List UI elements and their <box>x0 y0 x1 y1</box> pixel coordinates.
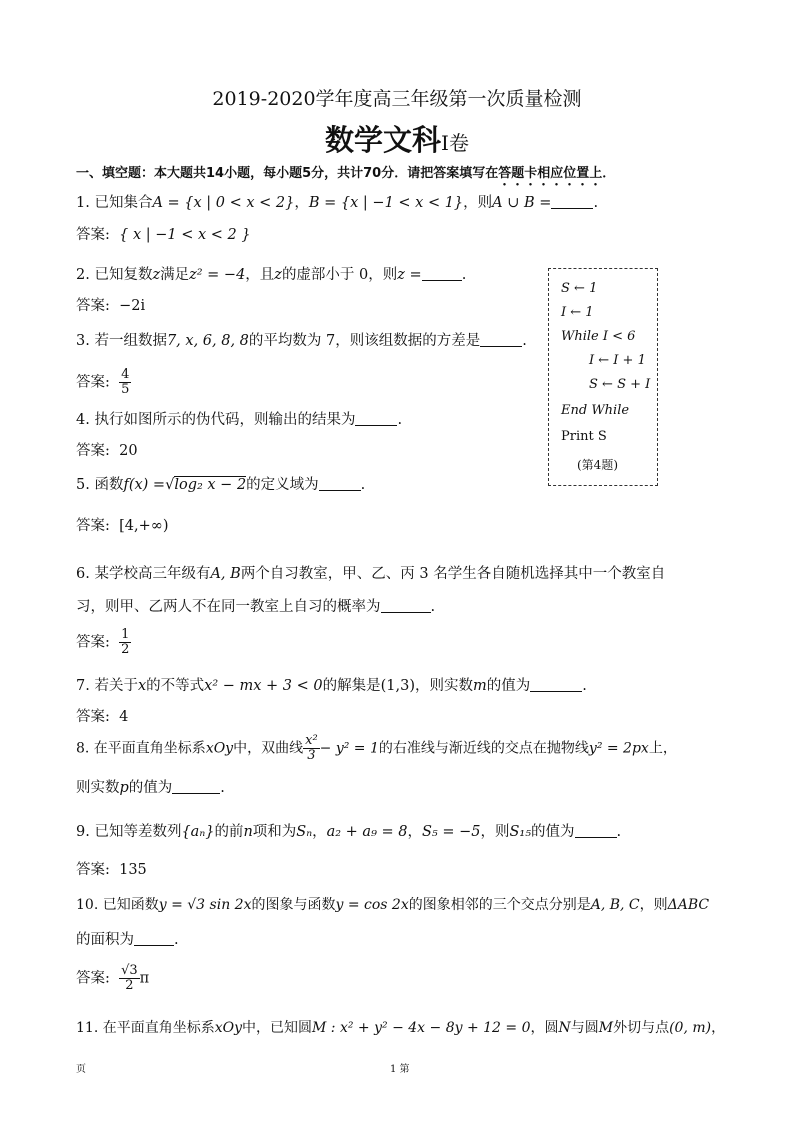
answer-value: 135 <box>119 862 147 878</box>
q9-var: n <box>243 824 253 840</box>
q9-math-e: S₁₅ <box>509 824 532 840</box>
q8-math-b: − y² = 1 <box>319 740 379 757</box>
answer-label: 答案: <box>76 518 110 534</box>
q7-var2: m <box>473 678 487 694</box>
q11-text-c: ，圆 <box>530 1020 559 1036</box>
q1-math-c: A ∪ B = <box>492 195 552 211</box>
fraction-denominator: 2 <box>121 642 130 657</box>
question-10-line-1 <box>76 895 709 915</box>
answer-fraction <box>119 368 131 397</box>
answer-1 <box>76 225 251 245</box>
volume-label: I卷 <box>441 131 469 155</box>
answer-2 <box>76 296 145 316</box>
q10-math-b: y = cos 2x <box>335 897 409 913</box>
answer-label: 答案: <box>76 227 110 243</box>
q8-line2-a: 则实数 <box>76 780 120 796</box>
section-heading-end: ． <box>602 166 616 181</box>
exam-subtitle <box>0 118 794 159</box>
question-2 <box>76 265 466 285</box>
q2-var: z <box>152 267 161 283</box>
section-heading-text: 一、填空题：本大题共14小题，每小题5分，共计70分．请把答案填写在 <box>76 166 499 181</box>
code-line-7: Print S <box>561 429 607 444</box>
q7-var: x <box>137 678 147 694</box>
answer-blank <box>575 823 617 838</box>
q1-text-b: ，则 <box>463 195 493 211</box>
question-4 <box>76 410 402 430</box>
q7-math: x² − mx + 3 < 0 <box>204 678 323 694</box>
q1-end: . <box>593 195 599 211</box>
answer-label: 答案: <box>76 443 110 459</box>
q10-line2: 的面积为 <box>76 932 134 948</box>
code-line-6: End While <box>561 403 630 418</box>
question-8-line-1 <box>76 734 677 763</box>
q3-text-b: 的平均数为 7，则该组数据的方差是 <box>248 333 481 349</box>
q6-math: A, B <box>210 566 241 582</box>
q6-line1-b: 两个自习教室，甲、乙、丙 3 名学生各自随机选择其中一个教室自 <box>240 566 666 582</box>
q9-math: {aₙ} <box>181 824 215 840</box>
fraction-denominator: 2 <box>125 978 134 993</box>
q10-text-a: 10. 已知函数 <box>76 897 159 913</box>
section-heading <box>76 162 615 189</box>
q9-math-c: a₂ + a₉ = 8 <box>326 824 408 840</box>
q9-sep2: ， <box>407 824 422 840</box>
q2-text-d: 的虚部小于 0，则 <box>281 267 398 283</box>
fraction-numerator: √3 <box>121 963 138 978</box>
q1-math-a: A = {x | 0 < x < 2} <box>152 195 295 211</box>
answer-blank <box>530 677 582 692</box>
question-6-line-1 <box>76 564 665 584</box>
q9-end: . <box>616 824 622 840</box>
q10-text-d: ，则 <box>639 897 668 913</box>
q9-text-b: 的前 <box>214 824 244 840</box>
q5-text-b: 的定义域为 <box>246 477 319 493</box>
answer-blank <box>381 598 431 613</box>
section-heading-emphasis: 答题卡相应位置上 <box>498 166 603 181</box>
answer-5 <box>76 516 169 536</box>
q3-math: 7, x, 6, 8, 8 <box>166 333 249 349</box>
answer-7 <box>76 707 128 727</box>
q8-text-b: 中，双曲线 <box>233 740 304 757</box>
q2-math: z² = −4 <box>189 267 246 283</box>
q8-math-c: y² = 2px <box>588 740 649 757</box>
answer-value: { x | −1 < x < 2 } <box>119 227 251 243</box>
exam-title: 2019-2020学年度高三年级第一次质量检测 <box>212 88 582 110</box>
q11-text-a: 11. 在平面直角坐标系 <box>76 1020 215 1036</box>
q9-text-d: ，则 <box>480 824 510 840</box>
q2-text-b: 满足 <box>160 267 190 283</box>
question-8-line-2 <box>76 778 225 798</box>
q4-end: . <box>397 412 403 428</box>
code-line-4: I ← I + 1 <box>589 353 646 368</box>
answer-label: 答案: <box>76 374 110 391</box>
q11-end: ， <box>711 1020 726 1036</box>
question-10-line-2 <box>76 930 179 950</box>
q11-math-c: (0, m) <box>669 1020 712 1036</box>
sqrt-radical: √ <box>165 477 175 493</box>
q7-text-e: 的值为 <box>486 678 531 694</box>
q7-text-d: ，则实数 <box>415 678 473 694</box>
answer-blank <box>134 931 174 946</box>
q8-text-c: 的右准线与渐近线的交点在抛物线 <box>378 740 589 757</box>
q2-text-c: ，且 <box>245 267 275 283</box>
q6-end: . <box>430 599 436 615</box>
q10-math-c: A, B, C <box>590 897 640 913</box>
q10-text-b: 的图象与函数 <box>251 897 336 913</box>
q11-text-d: 与圆 <box>570 1020 599 1036</box>
q11-var: N <box>558 1020 571 1036</box>
question-11 <box>76 1018 725 1038</box>
q10-end: . <box>174 932 179 948</box>
answer-blank <box>422 266 462 281</box>
code-line-2: I ← 1 <box>561 305 594 320</box>
q8-text-d: 上， <box>648 740 677 757</box>
question-5 <box>76 475 365 495</box>
answer-blank <box>355 411 397 426</box>
q8-line2-b: 的值为 <box>128 780 173 796</box>
q5-math-f: f(x) = <box>123 477 166 493</box>
q7-end: . <box>582 678 587 694</box>
code-line-3: While I < 6 <box>561 329 636 344</box>
answer-fraction <box>119 628 131 657</box>
q10-math: y = √3 sin 2x <box>158 897 252 913</box>
q9-math-d: S₅ = −5 <box>421 824 481 840</box>
q9-sep: ， <box>312 824 327 840</box>
q6-line2: 习，则甲、乙两人不在同一教室上自习的概率为 <box>76 599 381 615</box>
answer-blank <box>172 779 220 794</box>
q1-text-a: 1. 已知集合 <box>76 195 153 211</box>
q11-text-b: 中，已知圆 <box>242 1020 313 1036</box>
q1-sep: ， <box>294 195 309 211</box>
q8-math: xOy <box>205 740 234 757</box>
code-line-5: S ← S + I <box>589 377 651 392</box>
answer-value: 20 <box>119 443 138 459</box>
answer-value: −2i <box>119 298 146 314</box>
answer-blank <box>319 476 361 491</box>
q6-line1-a: 6. 某学校高三年级有 <box>76 566 211 582</box>
answer-9 <box>76 860 147 880</box>
footer-left: 页 <box>76 1064 86 1075</box>
q7-text-a: 7. 若关于 <box>76 678 138 694</box>
q9-text-e: 的值为 <box>531 824 575 840</box>
q7-text-c: 的解集是 <box>322 678 381 694</box>
q5-text-a: 5. 函数 <box>76 477 124 493</box>
answer-label: 答案: <box>76 634 110 651</box>
q11-text-e: 外切与点 <box>613 1020 670 1036</box>
answer-label: 答案: <box>76 862 110 878</box>
q11-var2: M <box>598 1020 614 1036</box>
answer-3 <box>76 368 131 397</box>
question-3 <box>76 331 527 351</box>
q9-math-b: Sₙ <box>296 824 313 840</box>
question-6-line-2 <box>76 597 435 617</box>
q7-math-b: (1,3) <box>380 678 415 694</box>
q1-math-b: B = {x | −1 < x < 1} <box>308 195 464 211</box>
answer-4 <box>76 441 138 461</box>
question-9 <box>76 822 621 842</box>
answer-tail: π <box>139 970 150 987</box>
subject-label: 数学文科 <box>325 123 442 157</box>
q10-math-d: ΔABC <box>667 897 710 913</box>
hyperbola-fraction <box>303 734 320 763</box>
answer-value: 4 <box>119 709 129 725</box>
q2-text-a: 2. 已知复数 <box>76 267 153 283</box>
q4-text: 4. 执行如图所示的伪代码，则输出的结果为 <box>76 412 356 428</box>
q5-end: . <box>360 477 366 493</box>
q5-math-root: log₂ x − 2 <box>174 477 247 493</box>
q2-var2: z <box>274 267 282 283</box>
question-1 <box>76 193 598 213</box>
fraction-denominator: 5 <box>121 382 130 397</box>
answer-6 <box>76 628 131 657</box>
answer-blank <box>551 194 593 209</box>
pseudocode-box <box>548 268 658 486</box>
code-line-1: S ← 1 <box>561 281 598 296</box>
q3-end: . <box>522 333 527 349</box>
q8-var: p <box>119 780 129 796</box>
question-7 <box>76 676 587 696</box>
answer-value: [4,+∞) <box>119 518 169 534</box>
answer-fraction <box>119 964 140 993</box>
q11-math-b: M : x² + y² − 4x − 8y + 12 = 0 <box>312 1020 531 1036</box>
answer-label: 答案: <box>76 970 110 987</box>
footer-page-number: 1 第 <box>390 1064 410 1075</box>
answer-label: 答案: <box>76 709 110 725</box>
answer-blank <box>480 332 522 347</box>
q9-text-c: 项和为 <box>252 824 297 840</box>
q7-text-b: 的不等式 <box>146 678 205 694</box>
answer-10 <box>76 964 149 993</box>
fraction-numerator: 4 <box>121 367 130 382</box>
fraction-numerator: x² <box>305 733 318 748</box>
q8-text-a: 8. 在平面直角坐标系 <box>76 740 206 757</box>
q9-text-a: 9. 已知等差数列 <box>76 824 182 840</box>
fraction-denominator: 3 <box>307 748 316 763</box>
q11-math: xOy <box>214 1020 243 1036</box>
q2-math-end: z = <box>397 267 422 283</box>
q2-end: . <box>461 267 467 283</box>
q10-text-c: 的图象相邻的三个交点分别是 <box>408 897 591 913</box>
q8-end: . <box>220 780 225 796</box>
fraction-numerator: 1 <box>121 627 130 642</box>
answer-label: 答案: <box>76 298 110 314</box>
q3-text-a: 3. 若一组数据 <box>76 333 167 349</box>
figure-caption: (第4题) <box>577 458 618 472</box>
